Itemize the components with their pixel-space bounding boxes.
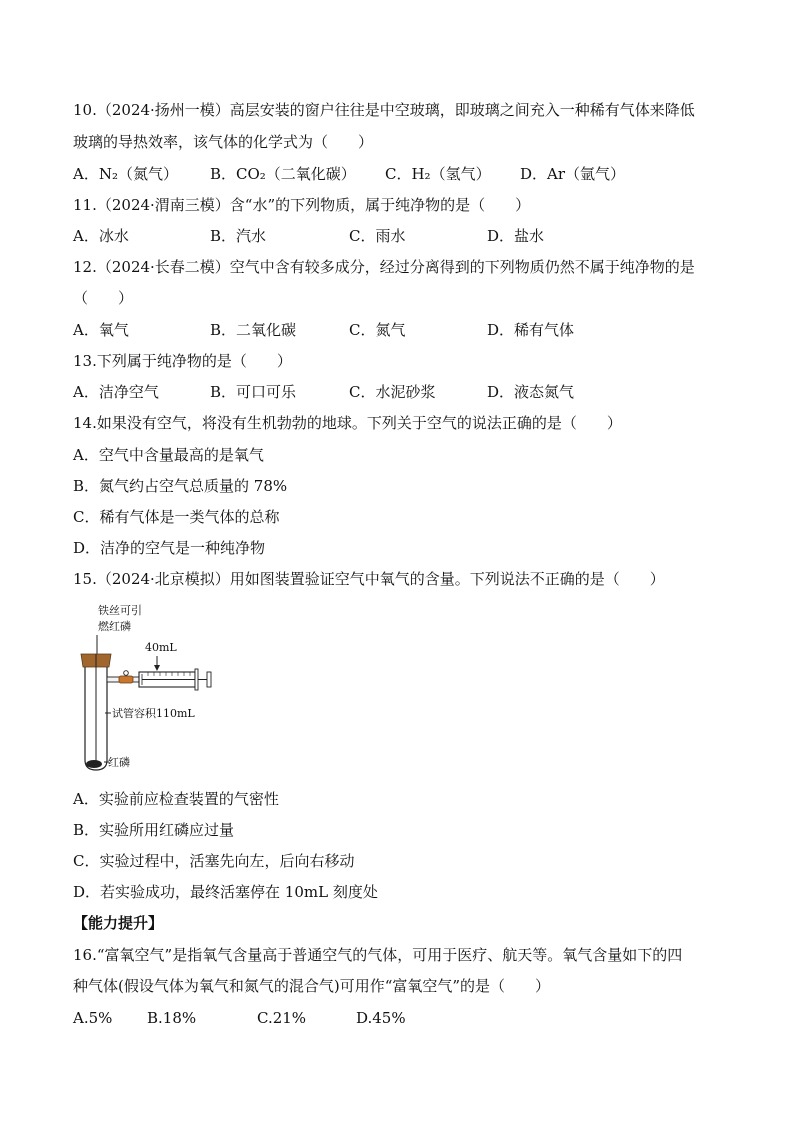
label-iron-wire-2: 燃红磷 [98, 620, 131, 633]
q16-option-c: C.21% [257, 1009, 307, 1027]
section-title: 【能力提升】 [73, 914, 164, 932]
q12-option-b: B．二氧化碳 [210, 321, 297, 339]
q16-option-a: A.5% [73, 1009, 113, 1027]
q10-option-c: C．H₂（氢气） [385, 165, 491, 183]
label-tube-volume: 试管容积110mL [112, 707, 195, 720]
q14-option-b: B．氮气约占空气总质量的 78% [73, 477, 288, 495]
q10-option-d: D．Ar（氩气） [520, 165, 626, 183]
q15-option-c: C．实验过程中，活塞先向左，后向右移动 [73, 852, 355, 870]
label-syringe-volume: 40mL [145, 641, 177, 654]
q10-option-b: B．CO₂（二氧化碳） [210, 165, 356, 183]
rubber-hose [119, 676, 133, 683]
q14-stem: 14.如果没有空气，将没有生机勃勃的地球。下列关于空气的说法正确的是（ ） [73, 414, 622, 432]
q11-option-a: A．冰水 [73, 227, 129, 245]
q13-stem: 13.下列属于纯净物的是（ ） [73, 352, 292, 370]
q16-stem-line-2: 种气体(假设气体为氧气和氮气的混合气)可用作“富氧空气”的是（ ） [73, 977, 551, 995]
q14-option-c: C．稀有气体是一类气体的总称 [73, 508, 280, 526]
q12-option-c: C．氮气 [349, 321, 406, 339]
q15-option-b: B．实验所用红磷应过量 [73, 821, 235, 839]
q10-option-a: A．N₂（氮气） [73, 165, 178, 183]
q15-option-d: D．若实验成功，最终活塞停在 10mL 刻度处 [73, 883, 378, 901]
q12-stem-line-1: 12.（2024·长春二模）空气中含有较多成分，经过分离得到的下列物质仍然不属于纯净物的是 [73, 258, 695, 276]
q13-option-c: C．水泥砂浆 [349, 383, 436, 401]
q11-stem: 11.（2024·渭南三模）含“水”的下列物质，属于纯净物的是（ ） [73, 196, 531, 214]
q13-option-b: B．可口可乐 [210, 383, 297, 401]
q16-option-b: B.18% [147, 1009, 197, 1027]
q14-option-d: D．洁净的空气是一种纯净物 [73, 539, 266, 557]
q15-stem: 15.（2024·北京模拟）用如图装置验证空气中氧气的含量。下列说法不正确的是（ ） [73, 570, 665, 588]
q15-option-a: A．实验前应检查装置的气密性 [73, 790, 279, 808]
q11-option-b: B．汽水 [210, 227, 267, 245]
q10-stem-line-1: 10.（2024·扬州一模）高层安装的窗户往往是中空玻璃，即玻璃之间充入一种稀有气体来降低 [73, 101, 695, 119]
q13-option-a: A．洁净空气 [73, 383, 159, 401]
label-iron-wire-1: 铁丝可引 [98, 604, 142, 617]
q16-option-d: D.45% [356, 1009, 406, 1027]
q12-option-a: A．氧气 [73, 321, 129, 339]
q11-option-c: C．雨水 [349, 227, 406, 245]
clamp [124, 671, 129, 676]
red-phosphorus-blob [86, 760, 102, 768]
q16-stem-line-1: 16.“富氧空气”是指氧气含量高于普通空气的气体，可用于医疗、航天等。氧气含量如下的四 [73, 946, 683, 964]
q13-option-d: D．液态氮气 [487, 383, 575, 401]
q15-apparatus-diagram [78, 602, 218, 778]
syringe-thumb-rest [207, 672, 211, 687]
syringe-flange [195, 669, 198, 690]
label-red-phosphorus: 红磷 [108, 756, 130, 769]
q12-stem-line-2: （ ） [73, 289, 134, 307]
q14-option-a: A．空气中含量最高的是氧气 [73, 446, 264, 464]
q10-stem-line-2: 玻璃的导热效率，该气体的化学式为（ ） [73, 133, 374, 151]
volume-pointer-arrowhead [154, 665, 160, 671]
q11-option-d: D．盐水 [487, 227, 545, 245]
q12-option-d: D．稀有气体 [487, 321, 575, 339]
